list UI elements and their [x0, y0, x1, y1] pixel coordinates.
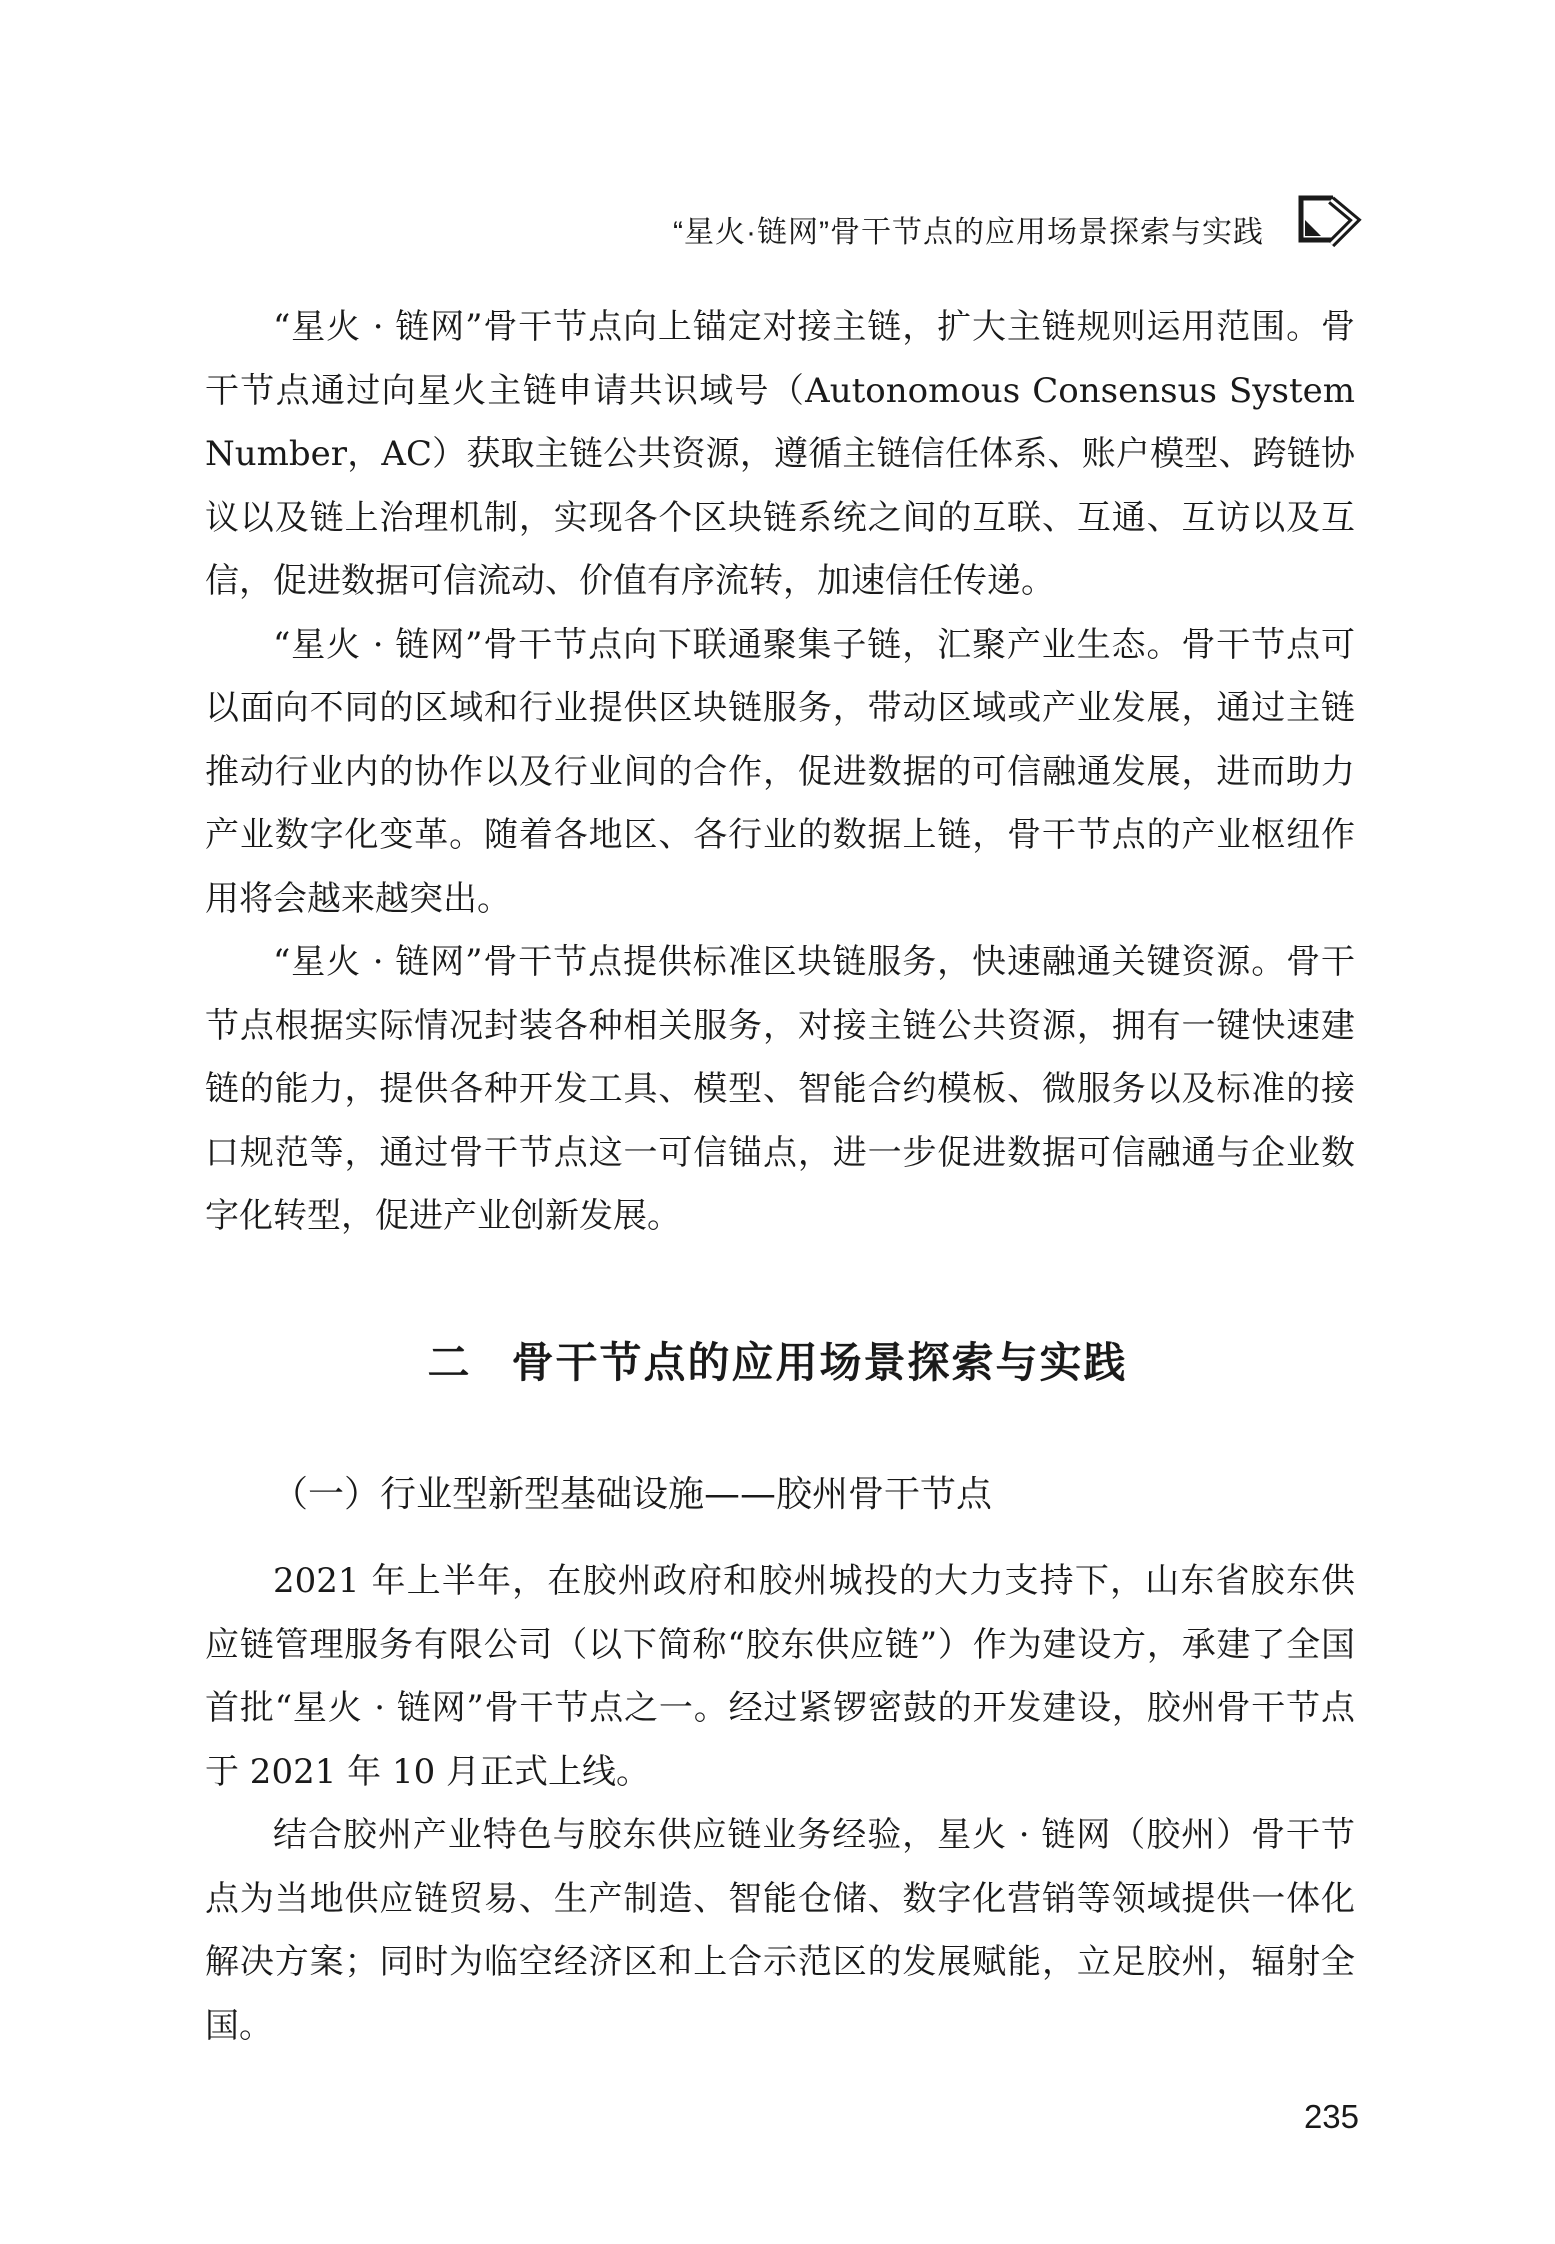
paragraph: “星火 · 链网”骨干节点向上锚定对接主链，扩大主链规则运用范围。骨干节点通过向星火主链申请共识域号（Autonomous Consensus System Number，AC）获取主链公共资源，遵循主链信任体系、账户模型、跨链协议以及链上治理机制，实现各个区块链系统之间的互联、互通、互访以及互信，促进数据可信流动、价值有序流转，加速信任传递。 [205, 307, 1355, 601]
page-number: 235 [1303, 2098, 1359, 2135]
section-title: 骨干节点的应用场景探索与实践 [511, 1338, 1128, 1387]
chevron-bracket-icon [1293, 190, 1363, 250]
subsection-heading: （一）行业型新型基础设施——胶州骨干节点 [272, 1474, 993, 1515]
paragraph: 2021 年上半年，在胶州政府和胶州城投的大力支持下，山东省胶东供应链管理服务有限公司（以下简称“胶东供应链”）作为建设方，承建了全国首批“星火 · 链网”骨干节点之一。经过紧锣密鼓的开发建设，胶州骨干节点于 2021 年 10 月正式上线。 [205, 1561, 1355, 1792]
paragraph: “星火 · 链网”骨干节点提供标准区块链服务，快速融通关键资源。骨干节点根据实际情况封装各种相关服务，对接主链公共资源，拥有一键快速建链的能力，提供各种开发工具、模型、智能合约模板、微服务以及标准的接口规范等，通过骨干节点这一可信锚点，进一步促进数据可信融通与企业数字化转型，促进产业创新发展。 [205, 942, 1355, 1236]
section-number: 二 [427, 1338, 472, 1387]
paragraph: 结合胶州产业特色与胶东供应链业务经验，星火 · 链网（胶州）骨干节点为当地供应链贸易、生产制造、智能仓储、数字化营销等领域提供一体化解决方案；同时为临空经济区和上合示范区的发展赋能，立足胶州，辐射全国。 [205, 1815, 1355, 2046]
running-header [673, 204, 1360, 254]
section-heading [0, 1330, 1555, 1390]
running-title: “星火·链网”骨干节点的应用场景探索与实践 [673, 216, 1264, 249]
paragraph: “星火 · 链网”骨干节点向下联通聚集子链，汇聚产业生态。骨干节点可以面向不同的区域和行业提供区块链服务，带动区域或产业发展，通过主链推动行业内的协作以及行业间的合作，促进数据的可信融通发展，进而助力产业数字化变革。随着各地区、各行业的数据上链，骨干节点的产业枢纽作用将会越来越突出。 [205, 624, 1355, 919]
body-text-top [205, 296, 1355, 1249]
body-text-bottom [205, 1550, 1355, 2058]
